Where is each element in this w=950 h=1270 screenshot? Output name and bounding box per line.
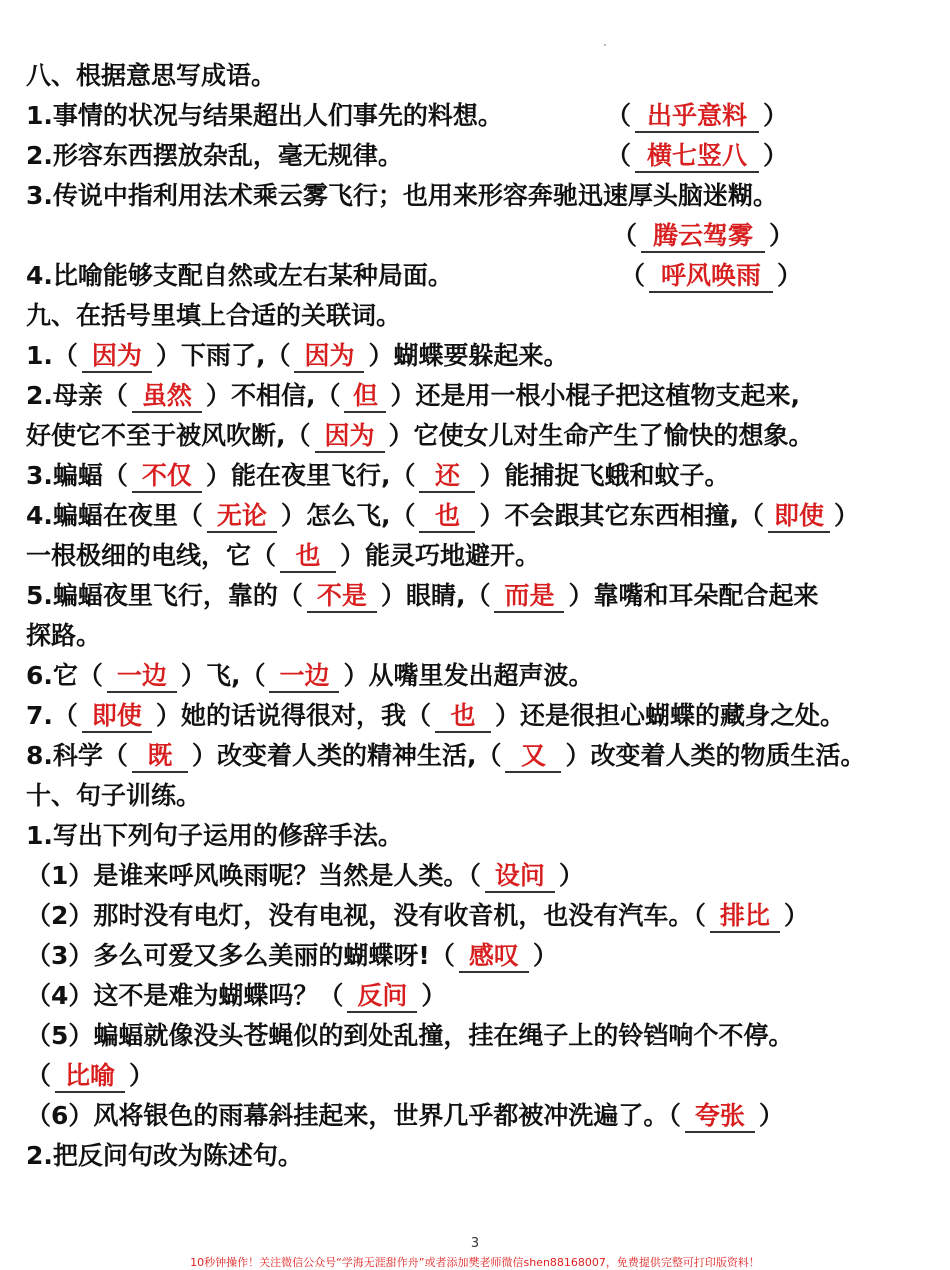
sec8-q3: 3.传说中指利用法术乘云雾飞行；也用来形容奔驰迅速厚头脑迷糊。 bbox=[26, 181, 778, 210]
sec8-a4-group: （ 呼风唤雨 ） bbox=[620, 258, 802, 294]
answer-blank: 一边 bbox=[269, 661, 339, 693]
rhetoric-item-4: （4）这不是难为蝴蝶吗？（ 反问 ） bbox=[26, 978, 446, 1014]
sec9-q7: 7.（ 即使 ）她的话说得很对，我（ 也 ）还是很担心蝴蝶的藏身之处。 bbox=[26, 698, 845, 734]
answer-blank: 设问 bbox=[485, 861, 555, 893]
sec10-sub1: 1.写出下列句子运用的修辞手法。 bbox=[26, 821, 403, 850]
sec9-q4-line2: 一根极细的电线，它（ 也 ）能灵巧地避开。 bbox=[26, 538, 540, 574]
sec9-q1: 1.（ 因为 ）下雨了,（ 因为 ）蝴蝶要躲起来。 bbox=[26, 338, 568, 374]
answer-blank: 即使 bbox=[768, 501, 830, 533]
answer-blank: 出乎意料 bbox=[635, 101, 759, 133]
rhetoric-item-5-answer: （ 比喻 ） bbox=[26, 1058, 154, 1094]
answer-blank: 而是 bbox=[494, 581, 564, 613]
section-9-title: 九、在括号里填上合适的关联词。 bbox=[26, 301, 402, 330]
rhetoric-item-2: （2）那时没有电灯，没有电视，没有收音机，也没有汽车。（ 排比 ） bbox=[26, 898, 809, 934]
sec9-q2-line1: 2.母亲（ 虽然 ）不相信,（ 但 ）还是用一根小棍子把这植物支起来, bbox=[26, 378, 800, 414]
answer-blank: 比喻 bbox=[55, 1061, 125, 1093]
sec10-sub2: 2.把反问句改为陈述句。 bbox=[26, 1141, 303, 1170]
answer-blank: 排比 bbox=[710, 901, 780, 933]
answer-blank: 又 bbox=[505, 741, 561, 773]
answer-blank: 无论 bbox=[207, 501, 277, 533]
sec9-q3: 3.蝙蝠（ 不仅 ）能在夜里飞行,（ 还 ）能捕捉飞蛾和蚊子。 bbox=[26, 458, 729, 494]
section-10-title: 十、句子训练。 bbox=[26, 781, 202, 810]
sec8-q4: 4.比喻能够支配自然或左右某种局面。 bbox=[26, 261, 453, 290]
answer-blank: 但 bbox=[344, 381, 386, 413]
footer-notice: 10秒钟操作！关注微信公众号“学海无涯甜作舟”或者添加樊老师微信shen88168007，免费提供完整可打印版资料！ bbox=[190, 1256, 760, 1269]
scan-speck bbox=[604, 44, 606, 46]
sec8-q2: 2.形容东西摆放杂乱，毫无规律。 bbox=[26, 141, 403, 170]
sec9-q2-line2: 好使它不至于被风吹断,（ 因为 ）它使女儿对生命产生了愉快的想象。 bbox=[26, 418, 814, 454]
rhetoric-item-5: （5）蝙蝠就像没头苍蝇似的到处乱撞，挂在绳子上的铃铛响个不停。 bbox=[26, 1021, 794, 1050]
answer-blank: 因为 bbox=[82, 341, 152, 373]
sec8-a1-group: （ 出乎意料 ） bbox=[606, 98, 788, 134]
answer-blank: 还 bbox=[419, 461, 475, 493]
answer-blank: 呼风唤雨 bbox=[649, 261, 773, 293]
sec9-q5-line1: 5.蝙蝠夜里飞行，靠的（ 不是 ）眼睛,（ 而是 ）靠嘴和耳朵配合起来 bbox=[26, 578, 818, 614]
answer-blank: 也 bbox=[280, 541, 336, 573]
answer-blank: 即使 bbox=[82, 701, 152, 733]
section-8-title: 八、根据意思写成语。 bbox=[26, 61, 277, 90]
answer-blank: 反问 bbox=[347, 981, 417, 1013]
answer-blank: 也 bbox=[419, 501, 475, 533]
answer-blank: 不是 bbox=[307, 581, 377, 613]
sec8-q1: 1.事情的状况与结果超出人们事先的料想。 bbox=[26, 101, 503, 130]
answer-blank: 一边 bbox=[107, 661, 177, 693]
sec9-q6: 6.它（ 一边 ）飞,（ 一边 ）从嘴里发出超声波。 bbox=[26, 658, 593, 694]
answer-blank: 腾云驾雾 bbox=[641, 221, 765, 253]
answer-blank: 横七竖八 bbox=[635, 141, 759, 173]
answer-blank: 因为 bbox=[294, 341, 364, 373]
rhetoric-item-1: （1）是谁来呼风唤雨呢？当然是人类。（ 设问 ） bbox=[26, 858, 584, 894]
sec8-a3-group: （ 腾云驾雾 ） bbox=[612, 218, 794, 254]
rhetoric-item-3: （3）多么可爱又多么美丽的蝴蝶呀!（ 感叹 ） bbox=[26, 938, 558, 974]
answer-blank: 不仅 bbox=[132, 461, 202, 493]
answer-blank: 夸张 bbox=[685, 1101, 755, 1133]
answer-blank: 既 bbox=[132, 741, 188, 773]
sec9-q4-line1: 4.蝙蝠在夜里（ 无论 ）怎么飞,（ 也 ）不会跟其它东西相撞,（ 即使 ） bbox=[26, 498, 859, 534]
rhetoric-item-6: （6）风将银色的雨幕斜挂起来，世界几乎都被冲洗遍了。（ 夸张 ） bbox=[26, 1098, 784, 1134]
answer-blank: 因为 bbox=[315, 421, 385, 453]
answer-blank: 也 bbox=[435, 701, 491, 733]
answer-blank: 感叹 bbox=[459, 941, 529, 973]
sec9-q5-line2: 探路。 bbox=[26, 621, 102, 650]
page-number: 3 bbox=[470, 1236, 480, 1251]
answer-blank: 虽然 bbox=[132, 381, 202, 413]
sec9-q8: 8.科学（ 既 ）改变着人类的精神生活,（ 又 ）改变着人类的物质生活。 bbox=[26, 738, 865, 774]
sec8-a2-group: （ 横七竖八 ） bbox=[606, 138, 788, 174]
